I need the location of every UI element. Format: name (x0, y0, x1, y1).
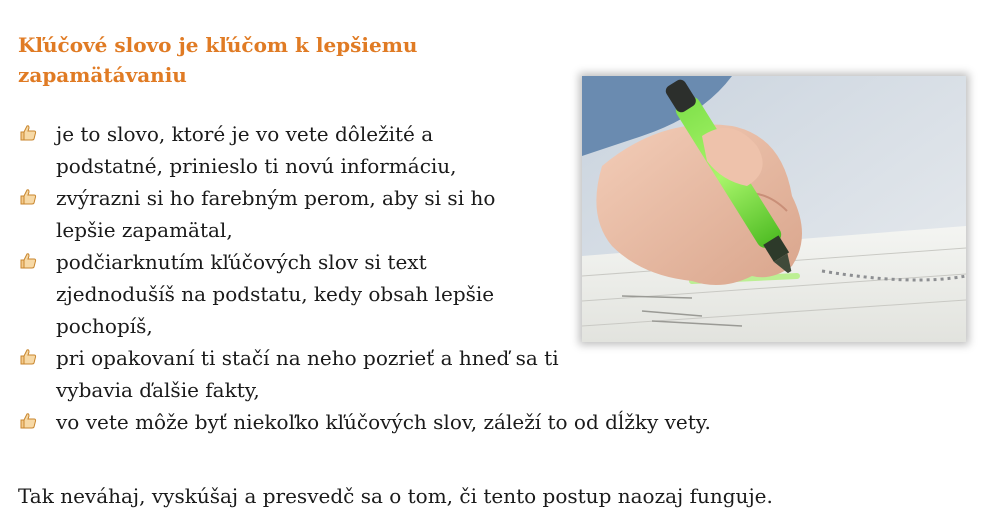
bullet-text: je to slovo, ktoré je vo vete dôležité a podstatné, prinieslo ti novú informáciu, (56, 122, 457, 178)
highlighter-illustration (582, 76, 966, 342)
bullet-text: podčiarknutím kľúčových slov si text zjednodušíš na podstatu, kedy obsah lepšie pochopíš, (56, 250, 495, 338)
highlighter-photo (582, 76, 966, 342)
list-item (18, 342, 758, 406)
heading: Kľúčové slovo je kľúčom k lepšiemu zapamätávaniu (18, 33, 418, 87)
thumbs-up-icon (18, 411, 38, 431)
list-item (18, 406, 758, 438)
closing-text: Tak neváhaj, vyskúšaj a presvedč sa o tom, či tento postup naozaj funguje. (18, 484, 773, 508)
bullet-text: zvýrazni si ho farebným perom, aby si si ho lepšie zapamätal, (56, 186, 496, 242)
thumbs-up-icon (18, 187, 38, 207)
bullet-text: pri opakovaní ti stačí na neho pozrieť a hneď sa ti vybavia ďalšie fakty, (56, 346, 559, 402)
thumbs-up-icon (18, 251, 38, 271)
thumbs-up-icon (18, 123, 38, 143)
thumbs-up-icon (18, 347, 38, 367)
bullet-text: vo vete môže byť niekoľko kľúčových slov, záleží to od dĺžky vety. (56, 410, 711, 434)
